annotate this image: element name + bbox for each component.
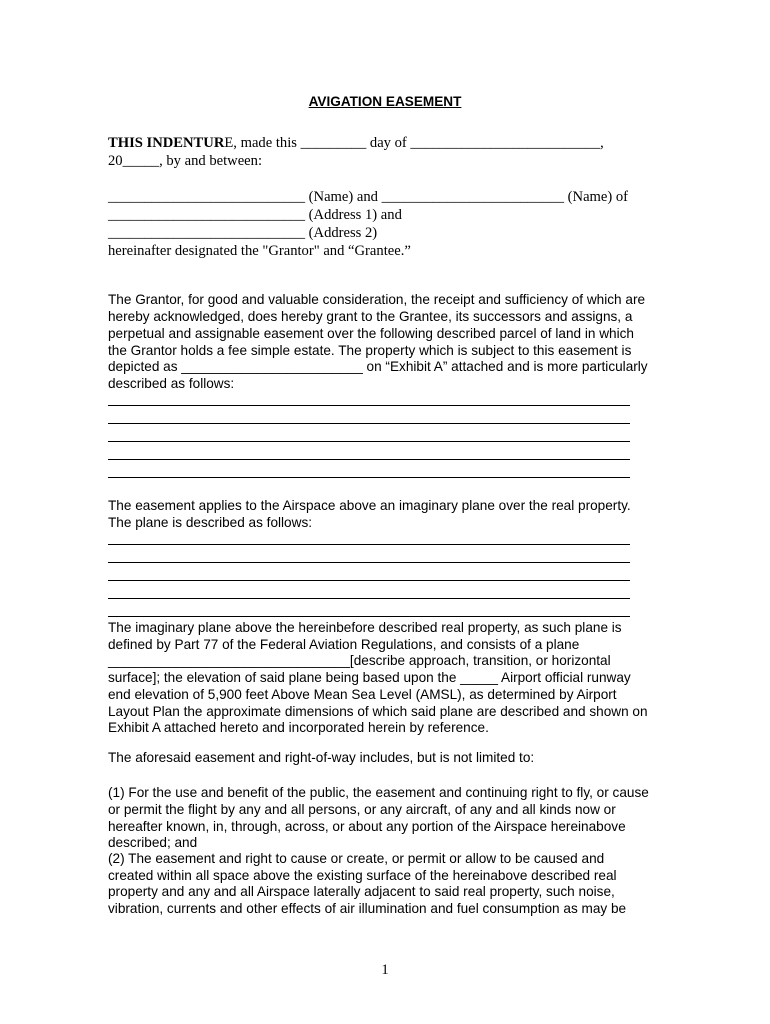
blank-fill-line (108, 544, 630, 545)
intro-line-2: 20_____, by and between: (108, 153, 263, 169)
page-number: 1 (381, 962, 389, 978)
blank-fill-line (108, 616, 630, 617)
parties-line: ___________________________ (Address 2) (108, 225, 378, 241)
parties-line: ___________________________ (Address 1) and (108, 207, 402, 223)
blank-fill-line (108, 580, 630, 581)
grant-paragraph-line: described as follows: (108, 376, 235, 391)
plane-paragraph-line: Exhibit A attached hereto and incorporated herein by reference. (108, 720, 489, 735)
intro-line-1 (108, 135, 604, 152)
plane-paragraph-line: The imaginary plane above the hereinbefore described real property, as such plane is (108, 620, 622, 635)
item-1-line: described; and (108, 835, 198, 850)
item-2-line: (2) The easement and right to cause or create, or permit or allow to be caused and (108, 851, 605, 866)
grant-paragraph-line: the Grantor holds a fee simple estate. The property which is subject to this easement is (108, 343, 632, 358)
item-1-line: hereafter known, in, through, across, or about any portion of the Airspace hereinabove (108, 819, 626, 834)
airspace-paragraph-line: The plane is described as follows: (108, 515, 313, 530)
indenture-lead: THIS INDENTUR (108, 135, 225, 151)
blank-fill-line (108, 459, 630, 460)
grant-paragraph-line: depicted as ________________________ on “Exhibit A” attached and is more particularly (108, 359, 648, 374)
plane-paragraph-line: defined by Part 77 of the Federal Aviation Regulations, and consists of a plane (108, 637, 580, 652)
item-1-line: or permit the flight by any and all persons, or any aircraft, of any and all kinds now or (108, 802, 616, 817)
airspace-paragraph-line: The easement applies to the Airspace above an imaginary plane over the real property. (108, 498, 631, 513)
blank-fill-line (108, 598, 630, 599)
item-2-line: vibration, currents and other effects of air illumination and fuel consumption as may be (108, 901, 627, 916)
blank-fill-line (108, 562, 630, 563)
grant-paragraph-line: hereby acknowledged, does hereby grant to the Grantee, its successors and assigns, a (108, 309, 633, 324)
blank-fill-line (108, 441, 630, 442)
plane-paragraph-line: ________________________________[describe approach, transition, or horizontal (108, 653, 611, 668)
parties-line: hereinafter designated the "Grantor" and “Grantee.” (108, 243, 411, 259)
document-title: AVIGATION EASEMENT (308, 94, 462, 109)
plane-paragraph-line: surface]; the elevation of said plane being based upon the _____ Airport official runway (108, 670, 631, 685)
grant-paragraph-line: The Grantor, for good and valuable consideration, the receipt and sufficiency of which are (108, 292, 646, 307)
plane-paragraph-line: end elevation of 5,900 feet Above Mean Sea Level (AMSL), as determined by Airport (108, 687, 617, 702)
intro-line-1-rest: E, made this _________ day of __________________________, (224, 135, 604, 151)
blank-fill-line (108, 423, 630, 424)
plane-paragraph-line: Layout Plan the approximate dimensions of which said plane are described and shown on (108, 704, 648, 719)
blank-fill-line (108, 405, 630, 406)
blank-fill-line (108, 477, 630, 478)
includes-paragraph-line: The aforesaid easement and right-of-way includes, but is not limited to: (108, 750, 535, 765)
item-2-line: property and any and all Airspace laterally adjacent to said real property, such noise, (108, 884, 615, 899)
parties-line: ___________________________ (Name) and _________________________ (Name) of (108, 189, 629, 205)
grant-paragraph-line: perpetual and assignable easement over the following described parcel of land in which (108, 326, 634, 341)
item-2-line: created within all space above the existing surface of the hereinabove described real (108, 868, 617, 883)
item-1-line: (1) For the use and benefit of the public, the easement and continuing right to fly, or cause (108, 785, 649, 800)
